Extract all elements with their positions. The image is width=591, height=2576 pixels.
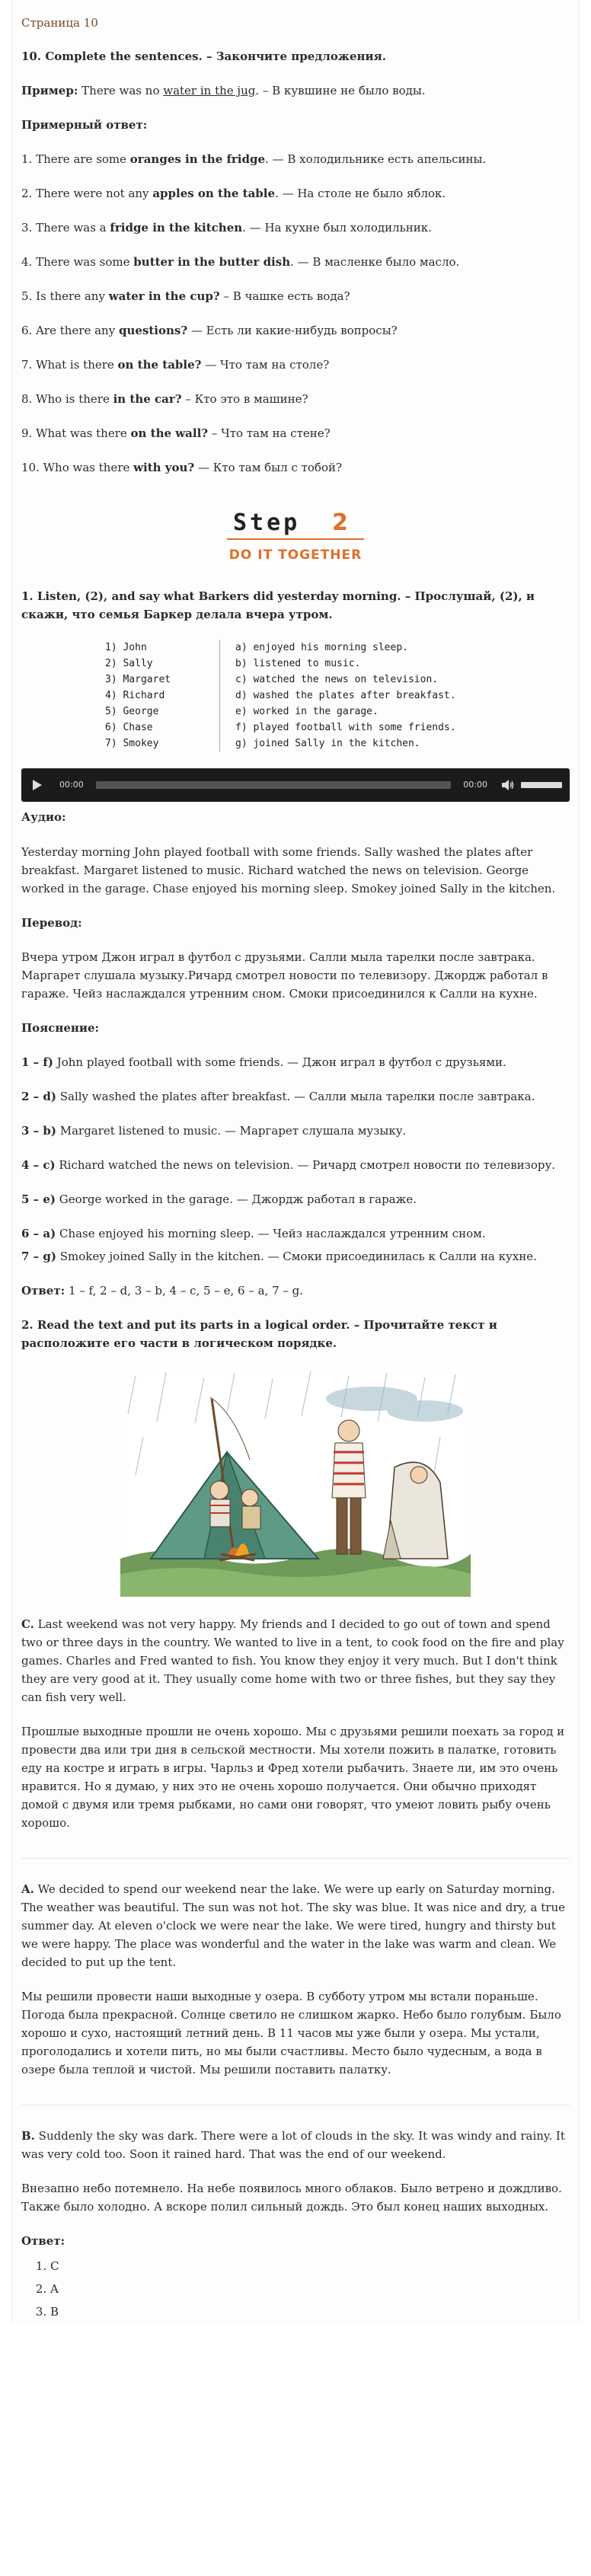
audio-label: Аудио:: [21, 810, 66, 824]
task2-answer-label: Ответ:: [21, 2234, 65, 2248]
explanation-item: 5 – e) George worked in the garage. — Джордж работал в гараже.: [21, 1192, 417, 1206]
part-b-russian: Внезапно небо потемнело. На небе появилось много облаков. Было ветрено и дождливо. Также было холодно. А вскоре полил сильный дождь. Это был конец наших выходных.: [21, 2182, 562, 2214]
explanation-label: Пояснение:: [21, 1021, 100, 1035]
table-divider: [219, 640, 220, 752]
action-item: b) listened to music.: [235, 658, 361, 669]
volume-icon: [502, 780, 514, 790]
page-link[interactable]: Страница 10: [21, 16, 98, 30]
part-b-english: B. Suddenly the sky was dark. There were a lot of clouds in the sky. It was windy and rainy. It was very cold too. Soon it rained hard. That was the end of our weekend.: [21, 2129, 565, 2161]
example-underlined: water in the jug: [163, 84, 256, 97]
part-a-russian: Мы решили провести наши выходные у озера. В субботу утром мы встали пораньше. Погода была прекрасной. Солнце светило не слишком жарко. Небо было голубым. Было хорошо и сухо, настоящий летний день. В 11 часов мы уже были у озера. Мы устали, проголодались и хотели пить, но мы были счастливы. Место было чудесным, а вода в озере была теплой и чистой. Мы решили поставить палатку.: [21, 1990, 561, 2076]
explanation-item: 2 – d) Sally washed the plates after breakfast. — Салли мыла тарелки после завтрака.: [21, 1090, 535, 1103]
action-item: g) joined Sally in the kitchen.: [235, 738, 420, 749]
answer-item: 2. A: [50, 2278, 570, 2300]
action-item: e) worked in the garage.: [235, 706, 379, 717]
part-c-russian: Прошлые выходные прошли не очень хорошо. Мы с друзьями решили поехать за город и провести два или три дня в сельской местности. Мы хотели пожить в палатке, готовить еду на костре и играть в игры. Чарльз и Фред хотели рыбачить. Знаете ли, им это очень нравится. Но я думаю, у них это не очень хорошо получается. Они обычно приходят домой с двумя или тремя рыбками, но сами они говорят, что умеют ловить рыбу очень хорошо.: [21, 1725, 565, 1830]
action-item: c) watched the news on television.: [235, 674, 439, 685]
name-item: 5) George: [105, 706, 159, 717]
play-button[interactable]: [29, 777, 46, 793]
current-time: 00:00: [59, 780, 84, 790]
mute-button[interactable]: [500, 777, 516, 793]
explanation-item: 1 – f) John played football with some friends. — Джон играл в футбол с друзьями.: [21, 1055, 506, 1069]
translation-text: Вчера утром Джон играл в футбол с друзьями. Салли мыла тарелки после завтрака. Маргарет слушала музыку.Ричард смотрел новости по телевизору. Джордж работал в гараже. Чейз наслаждался утренним сном. Смоки присоединился к Салли на кухне.: [21, 950, 548, 1001]
task10-item: 6. Are there any questions? — Есть ли какие-нибудь вопросы?: [21, 324, 398, 337]
explanation-item: 6 – a) Chase enjoyed his morning sleep. — Чейз наслаждался утренним сном.: [21, 1227, 486, 1240]
answer-item: 1. C: [50, 2255, 570, 2278]
example-label: Пример:: [21, 84, 78, 97]
names-column: [105, 640, 219, 752]
name-item: 6) Chase: [105, 722, 153, 733]
camping-in-rain-illustration: [120, 1368, 471, 1597]
name-item: 1) John: [105, 642, 147, 653]
step-word: Step: [233, 509, 301, 536]
matching-table: [105, 640, 570, 752]
task10-item: 9. What was there on the wall? – Что там на стене?: [21, 426, 331, 440]
volume-slider[interactable]: [521, 782, 562, 788]
action-item: a) enjoyed his morning sleep.: [235, 642, 408, 653]
task1-heading: 1. Listen, (2), and say what Barkers did yesterday morning. – Прослушай, (2), и скажи, что семья Баркер делала вчера утром.: [21, 589, 535, 621]
name-item: 7) Smokey: [105, 738, 159, 749]
action-item: d) washed the plates after breakfast.: [235, 690, 456, 701]
explanation-item: 4 – c) Richard watched the news on television. — Ричард смотрел новости по телевизору.: [21, 1158, 556, 1172]
page-content: [11, 0, 580, 2323]
explanation-item: 3 – b) Margaret listened to music. — Маргарет слушала музыку.: [21, 1124, 407, 1138]
task10-item: 10. Who was there with you? — Кто там был с тобой?: [21, 461, 343, 474]
step-banner: [21, 500, 570, 573]
play-icon: [33, 780, 42, 790]
task10-item: 5. Is there any water in the cup? – В чашке есть вода?: [21, 289, 350, 303]
duration-time: 00:00: [463, 780, 487, 790]
step-number: 2: [332, 509, 348, 536]
section-divider: [21, 1858, 570, 1859]
step-subtitle: DO IT TOGETHER: [228, 547, 363, 563]
name-item: 3) Margaret: [105, 674, 171, 685]
translation-label: Перевод:: [21, 916, 82, 930]
audio-text: Yesterday morning John played football with some friends. Sally washed the plates after breakfast. Margaret listened to music. Richard watched the news on television. George worked in the garage. Chase enjoyed his morning sleep. Smokey joined Sally in the kitchen.: [21, 845, 556, 895]
task10-item: 2. There were not any apples on the table. — На столе не было яблок.: [21, 187, 446, 200]
task10-answer-label: Примерный ответ:: [21, 118, 148, 132]
name-item: 4) Richard: [105, 690, 165, 701]
answer-list: [21, 2255, 570, 2323]
task10-example: Пример: There was no water in the jug. – В кувшине не было воды.: [21, 84, 426, 97]
part-c-english: C. Last weekend was not very happy. My friends and I decided to go out of town and spend two or three days in the country. We wanted to live in a tent, to cook food on the fire and play games. Charles and Fred wanted to fish. You know they enjoy it very much. But I don't think they are very good at it. They usually come home with two or three fishes, but they say they can fish very well.: [21, 1617, 564, 1704]
seek-bar[interactable]: [96, 781, 452, 789]
answer-item: 3. B: [50, 2300, 570, 2323]
action-item: f) played football with some friends.: [235, 722, 456, 733]
task10-item: 8. Who is there in the car? – Кто это в машине?: [21, 392, 308, 406]
actions-column: [235, 640, 456, 752]
task10-item: 7. What is there on the table? — Что там на столе?: [21, 358, 330, 372]
audio-player: [21, 768, 570, 802]
explanation-item: 7 – g) Smokey joined Sally in the kitchen. — Смоки присоединилась к Салли на кухне.: [21, 1250, 537, 1263]
task10-item: 3. There was a fridge in the kitchen. — На кухне был холодильник.: [21, 221, 432, 235]
task1-answer: Ответ: 1 – f, 2 – d, 3 – b, 4 – c, 5 – e, 6 – a, 7 – g.: [21, 1284, 304, 1298]
task10-item: 1. There are some oranges in the fridge. — В холодильнике есть апельсины.: [21, 152, 487, 166]
task10-item: 4. There was some butter in the butter dish. — В масленке было масло.: [21, 255, 460, 269]
name-item: 2) Sally: [105, 658, 153, 669]
task10-heading: 10. Complete the sentences. – Закончите предложения.: [21, 49, 386, 63]
part-a-english: A. We decided to spend our weekend near the lake. We were up early on Saturday morning. The weather was beautiful. The sun was not hot. The sky was blue. It was nice and dry, a true summer day. At eleven o'clock we were near the lake. We were tired, hungry and thirsty but we were happy. The place was wonderful and the water in the lake was warm and clean. We decided to put up the tent.: [21, 1882, 566, 1969]
task2-heading: 2. Read the text and put its parts in a logical order. – Прочитайте текст и расположите его части в логическом порядке.: [21, 1318, 497, 1350]
